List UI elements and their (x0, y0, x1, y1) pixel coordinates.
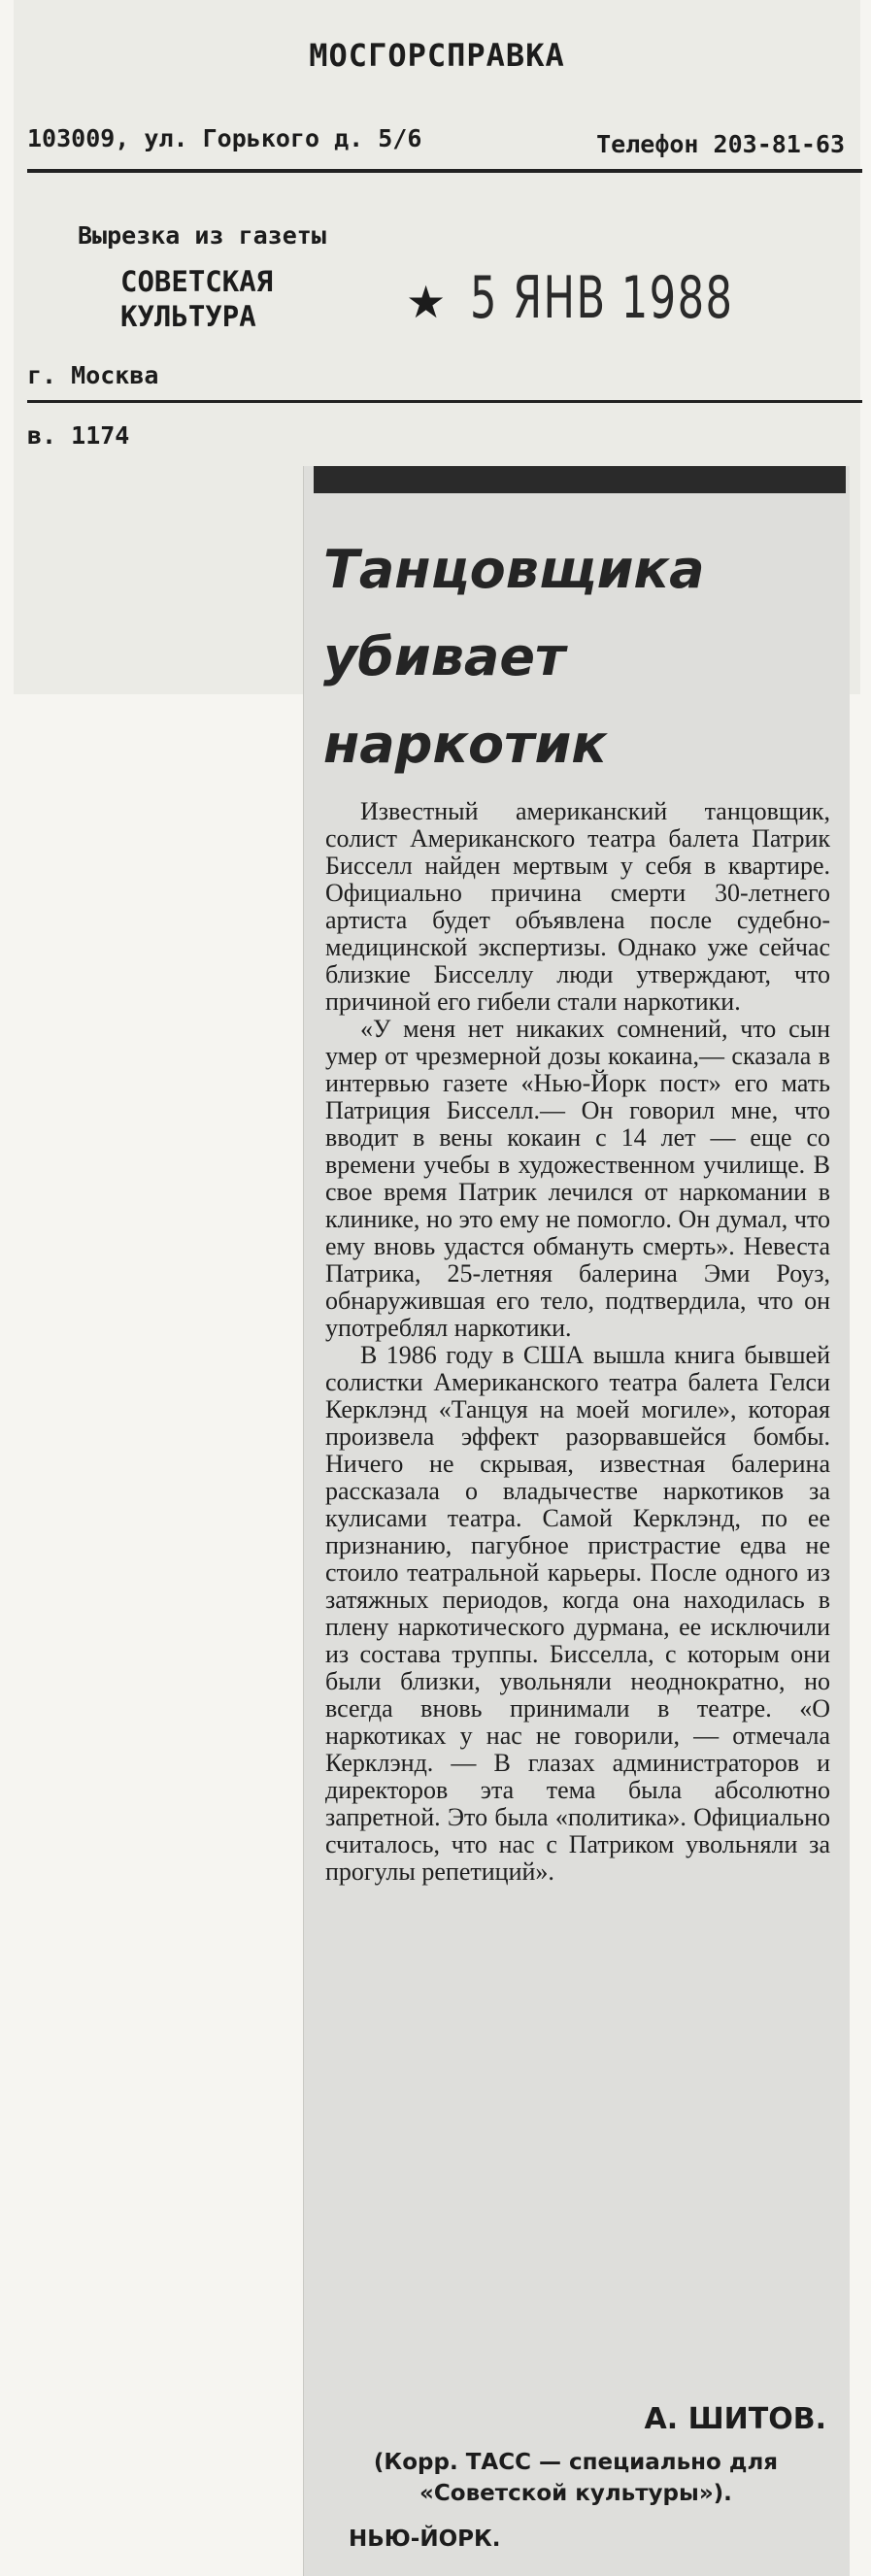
header-divider (27, 169, 862, 173)
newspaper-name-line1: СОВЕТСКАЯ (120, 265, 274, 298)
newspaper-clipping (303, 466, 850, 2576)
issue-number: в. 1174 (27, 421, 130, 450)
agency-address: 103009, ул. Горького д. 5/6 (27, 124, 422, 152)
article-headline (323, 526, 828, 788)
article-paragraph: В 1986 году в США вышла книга бывшей солистки Американского театра балета Гелси Керклэнд «Танцуя на моей могиле», которая произвела эффект разорвавшейся бомбы. Ничего не скрывая, известная балерина рассказала о владычестве наркотиков за кулисами театра. Самой Керклэнд, по ее признанию, пагубное пристрастие едва не стоило театральной карьеры. После одного из затяжных периодов, когда она находилась в плену наркотического дурмана, ее исключили из состава труппы. Бисселла, с которым они были близки, увольняли неоднократно, но всегда вновь принимали в театре. «О наркотиках у нас не говорили, — отмечала Керклэнд. — В глазах администраторов и директоров эта тема была абсолютно запретной. Это была «политика». Официально считалось, что нас с Патриком увольняли за прогулы репетиций». (325, 1341, 830, 1886)
correspondent-note: (Корр. ТАСС — специально для «Советской культуры»). (373, 2450, 779, 2506)
article-paragraph: Известный американский танцовщик, солист Американского театра балета Патрик Бисселл найден мертвым у себя в квартире. Официально причина смерти 30-летнего артиста будет объявлена после судебно-медицинской экспертизы. Однако уже сейчас близкие Бисселлу люди утверждают, что причиной его гибели стали наркотики. (325, 797, 830, 1016)
article-paragraph: «У меня нет никаких сомнений, что сын умер от чрезмерной дозы кокаина,— сказала в интервью газете «Нью-Йорк пост» его мать Патриция Бисселл.— Он говорил мне, что вводит в вены кокаин с 14 лет — еще со времени учебы в художественном училище. В свое время Патрик лечился от наркомании в клинике, но это ему не помогло. Он думал, что ему вновь удастся обмануть смерть». Невеста Патрика, 25-летняя балерина Эми Роуз, обнаружившая его тело, подтвердила, что он употреблял наркотики. (325, 1015, 830, 1342)
headline-line: убивает (323, 626, 566, 687)
date-stamp: 5 ЯНВ 1988 (470, 264, 734, 332)
headline-line: наркотик (323, 714, 607, 775)
newspaper-name (120, 264, 373, 334)
headline-line: Танцовщика (323, 539, 705, 600)
cutting-label: Вырезка из газеты (78, 221, 326, 250)
star-icon: ★ (406, 276, 447, 328)
newspaper-name-line2: КУЛЬТУРА (120, 300, 256, 333)
dateline: НЬЮ-ЙОРК. (349, 2526, 501, 2552)
agency-name: МОСГОРСПРАВКА (309, 37, 565, 74)
agency-phone: Телефон 203-81-63 (596, 130, 845, 158)
article-body (325, 798, 830, 1886)
city-label: г. Москва (27, 361, 159, 389)
city-divider (27, 400, 862, 403)
clipping-top-rule (314, 466, 846, 493)
article-author: А. ШИТОВ. (644, 2402, 826, 2436)
